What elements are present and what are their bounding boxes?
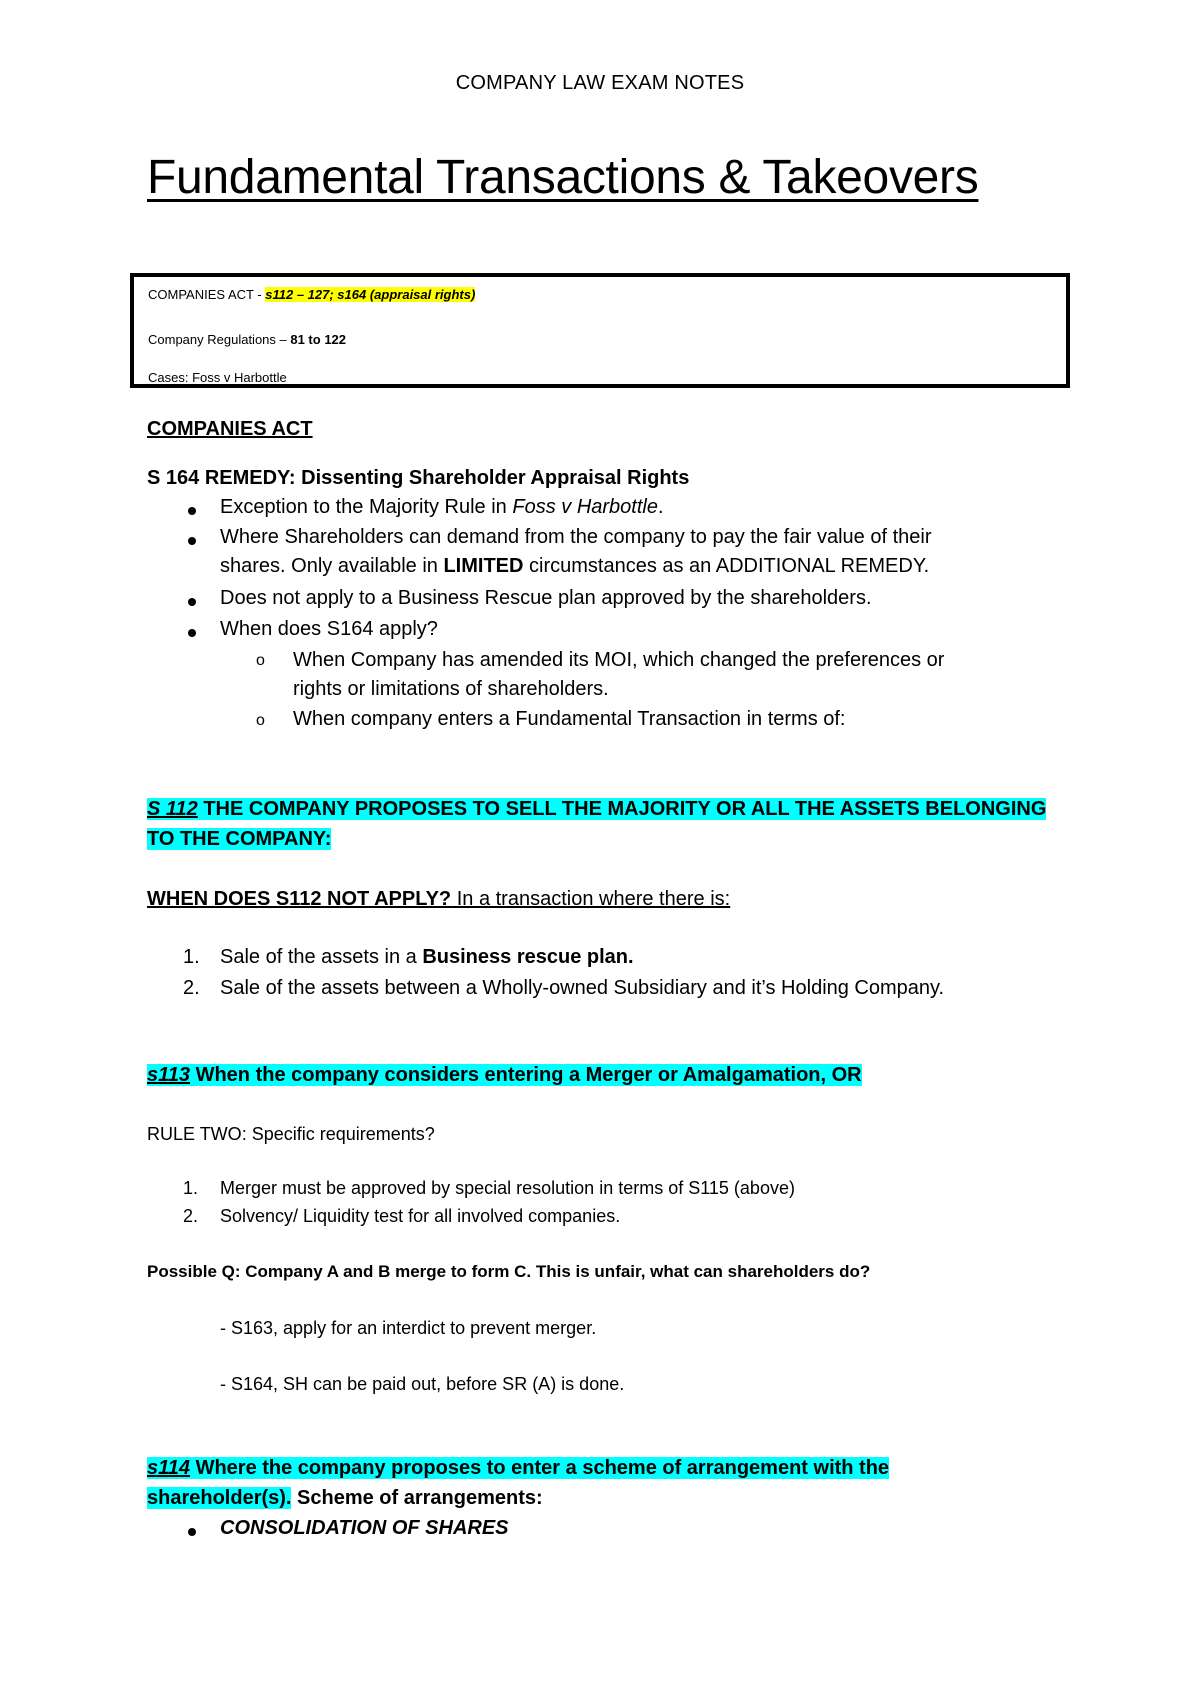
- list-number: 2.: [183, 977, 200, 999]
- s112-heading-line1: S 112 THE COMPANY PROPOSES TO SELL THE MAJORITY OR ALL THE ASSETS BELONGING: [147, 798, 1047, 820]
- s113-answer-1: - S163, apply for an interdict to prevent merger.: [220, 1318, 597, 1338]
- list-number: 1.: [183, 1178, 199, 1198]
- bullet-icon: [188, 1528, 196, 1536]
- s164-bullet-1: Exception to the Majority Rule in Foss v Harbottle.: [220, 496, 664, 518]
- s164-sub-1-line1: When Company has amended its MOI, which changed the preferences or: [293, 649, 945, 671]
- s113-answer-2: - S164, SH can be paid out, before SR (A) is done.: [220, 1374, 625, 1394]
- list-number: 2.: [183, 1206, 199, 1226]
- s113-requirement-1: Merger must be approved by special resolution in terms of S115 (above): [220, 1178, 795, 1198]
- ref-reg-label: Company Regulations –: [148, 332, 291, 347]
- bullet-icon: [188, 537, 196, 545]
- ref-cases: Cases: Foss v Harbottle: [148, 370, 287, 385]
- list-number: 1.: [183, 946, 200, 968]
- s112-when-not-apply: WHEN DOES S112 NOT APPLY? In a transaction where there is:: [147, 888, 731, 910]
- s114-bullet-1: CONSOLIDATION OF SHARES: [220, 1517, 509, 1539]
- ref-companies-act: [148, 287, 475, 302]
- s113-possible-question: Possible Q: Company A and B merge to form C. This is unfair, what can shareholders do?: [147, 1262, 871, 1281]
- bullet-icon: [188, 598, 196, 606]
- s164-bullet-2-line2: shares. Only available in LIMITED circumstances as an ADDITIONAL REMEDY.: [220, 555, 930, 577]
- s113-rule-two: RULE TWO: Specific requirements?: [147, 1124, 435, 1144]
- ref-company-regulations: [148, 332, 346, 347]
- s164-bullet-3: Does not apply to a Business Rescue plan approved by the shareholders.: [220, 587, 872, 609]
- page-header: COMPANY LAW EXAM NOTES: [455, 72, 745, 94]
- s113-heading: s113 When the company considers entering a Merger or Amalgamation, OR: [147, 1064, 862, 1086]
- s164-sub-2: When company enters a Fundamental Transaction in terms of:: [293, 708, 846, 730]
- s112-item-2: Sale of the assets between a Wholly-owned Subsidiary and it’s Holding Company.: [220, 977, 945, 999]
- ref-act-label: COMPANIES ACT -: [148, 287, 266, 302]
- s164-heading: S 164 REMEDY: Dissenting Shareholder Appraisal Rights: [147, 467, 690, 489]
- bullet-icon: [188, 507, 196, 515]
- page-title: Fundamental Transactions & Takeovers: [147, 151, 979, 204]
- s114-heading-line1: s114 Where the company proposes to enter a scheme of arrangement with the: [147, 1457, 890, 1479]
- companies-act-heading: COMPANIES ACT: [147, 418, 313, 440]
- s164-bullet-2-line1: Where Shareholders can demand from the company to pay the fair value of their: [220, 526, 932, 548]
- sub-bullet-marker: o: [256, 712, 265, 729]
- ref-act-sections: s112 – 127; s164 (appraisal rights): [265, 287, 476, 302]
- reference-box: [130, 273, 1070, 388]
- ref-reg-range: 81 to 122: [290, 332, 347, 347]
- s112-item-1: Sale of the assets in a Business rescue plan.: [220, 946, 634, 968]
- s164-bullet-4: When does S164 apply?: [220, 618, 438, 640]
- bullet-icon: [188, 629, 196, 637]
- s114-heading-line2: shareholder(s). Scheme of arrangements:: [147, 1487, 543, 1509]
- s112-heading-line2: TO THE COMPANY:: [147, 828, 332, 850]
- s164-sub-1-line2: rights or limitations of shareholders.: [293, 678, 609, 700]
- s113-requirement-2: Solvency/ Liquidity test for all involved companies.: [220, 1206, 621, 1226]
- sub-bullet-marker: o: [256, 652, 265, 669]
